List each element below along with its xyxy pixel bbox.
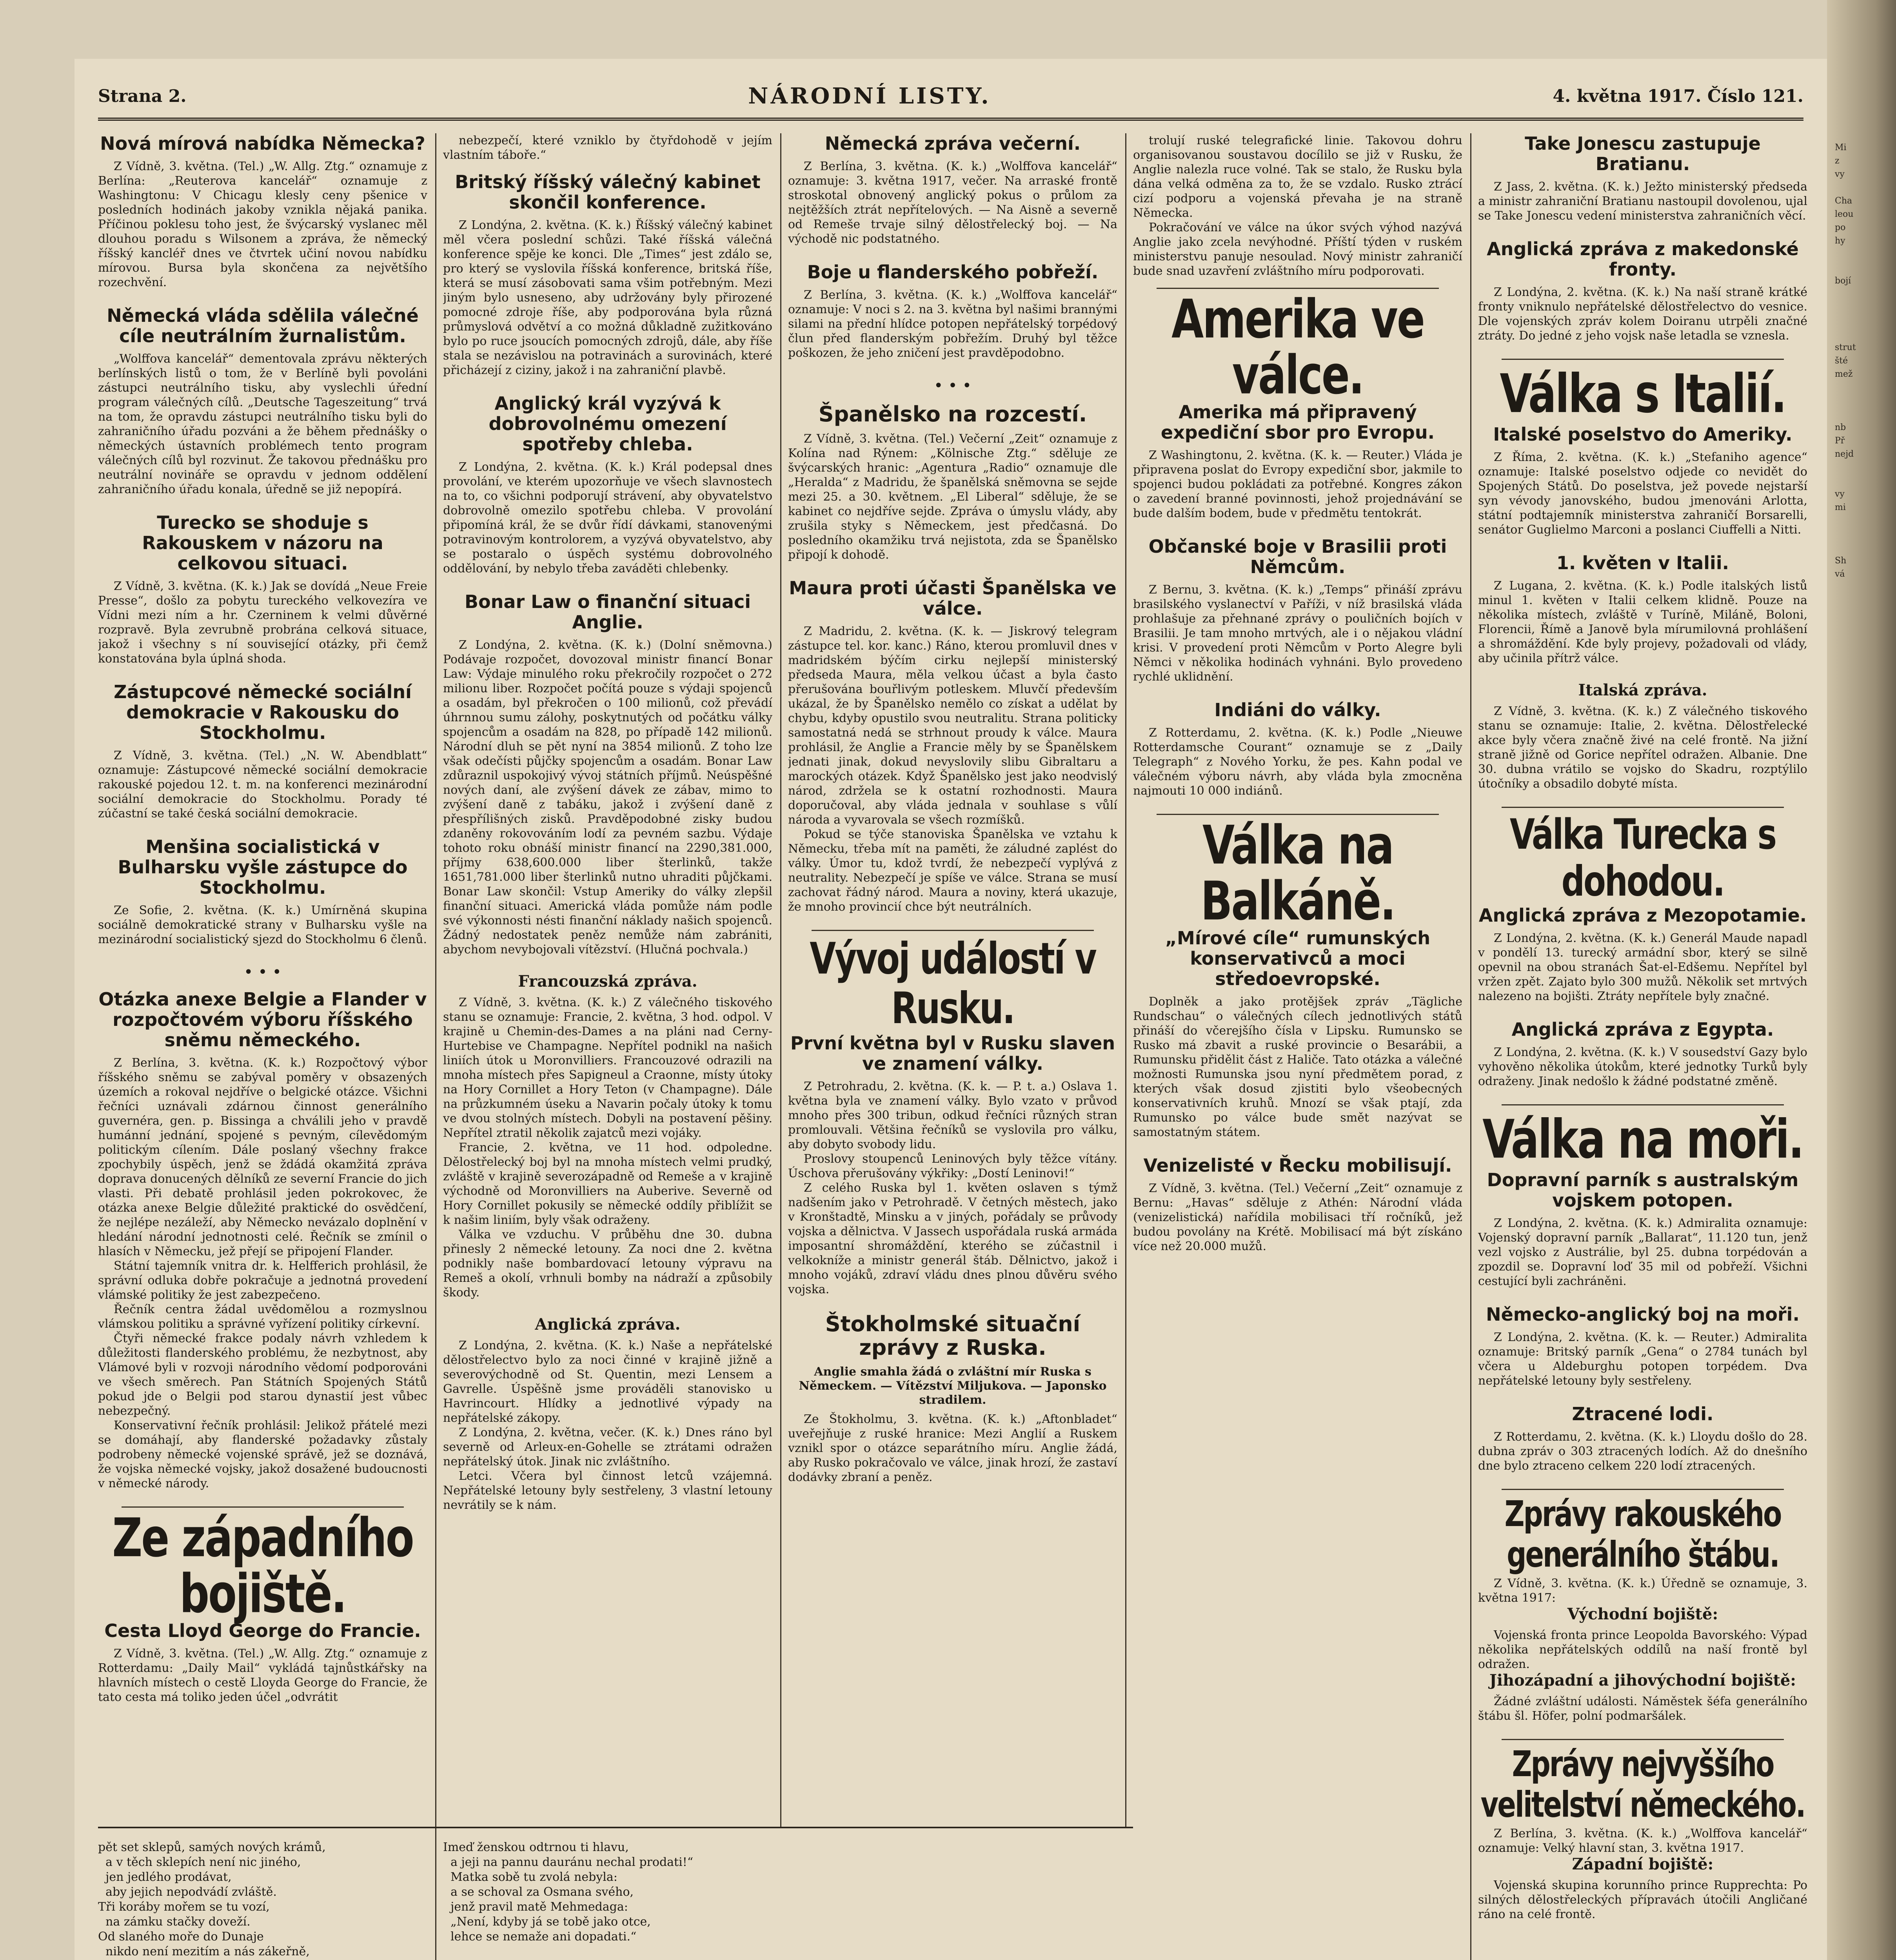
article-headline: Bonar Law o finanční situaci Anglie. <box>464 591 751 633</box>
article-body: Z Berlína, 3. května. (K. k.) Rozpočtový výbor říšského sněmu se zabýval poměry v obsazených územích a rokoval nejdříve o belgické otázce. Všichni řečníci uznávali zdárnou činnost generálního guvernéra, gen. p. Bissinga a chválili jeho v pravdě humánní jednání, spojené s pevným, cílevědomým politickým cílením. Dále poslaný všechny frakce zpochybily úspěch, jenž se ždádá okamžitá zpráva doprava donucených dělníků ze severní Francie do jich vlasti. Při debatě prohlásil jeden pokrokovec, že otázka anexe Belgie důležité praktické do osvědčení, že nejlépe nezáleží, aby Německo nevázalo doplnění v hledání národní jednotnosti celé. Řečník se zmínil o hlasích v Německu, jež přejí se připojení Flander. <box>98 1056 427 1258</box>
article-body: Čtyři německé frakce podaly návrh vzhledem k důležitosti flanderského problému, že nezbytnost, aby Vlámové byli v rozvoji národního vědomí podporováni ve všech směrech. Pan Státních Spojených Států pokud jde o Belgii pod starou dynastií jest vůbec nebezpečný. <box>98 1332 427 1418</box>
article-body: Z Londýna, 2. května. (K. k. — Reuter.) Admiralita oznamuje: Britský parník „Gena“ o 2784 tunách byl včera u Aldeburghu potopen torpédem. Dva nepřátelské letouny byly sestřeleny. <box>1478 1330 1807 1388</box>
article-body: Ze Štokholmu, 3. května. (K. k.) „Aftonbladet“ uveřejňuje z ruské hranice: Mezi Anglií a Ruskem vznikl spor o otázce separátního míru. Anglie žádá, aby Rusko pokračovalo ve válce, jinak hrozí, že zastaví dodávky zbraní a peněz. <box>788 1412 1117 1484</box>
article <box>443 172 772 377</box>
article-headline: 1. květen v Italii. <box>1556 552 1729 573</box>
article-headline: Venizelisté v Řecku mobilisují. <box>1143 1155 1452 1176</box>
article-headline: Francouzská zpráva. <box>518 972 697 991</box>
article-body: Z Vídně, 3. května. (Tel.) Večerní „Zeit“ oznamuje z Kolína nad Rýnem: „Kölnische Ztg.“ sděluje ze švýcarských hranic: „Agentura „Radio“ oznamuje dle „Heralda“ z Madridu, že španělská sněmovna se sejde mezi 25. a 30. květnem. „El Liberal“ sděluje, že se kabinet co nejdříve sejde. Zpráva o úmyslu vlády, aby zrušila styky s Německem, jest předčasná. Do posledního okamžiku trvá nejistota, zda se Španělsko připojí k dohodě. <box>788 432 1117 562</box>
article <box>443 1316 772 1512</box>
issue-info: 4. května 1917. Číslo 121. <box>1553 86 1803 106</box>
divider <box>1502 1489 1784 1490</box>
article-headline: Cesta Lloyd George do Francie. <box>104 1620 421 1641</box>
article-body: Z Berlína, 3. května. (K. k.) „Wolffova kancelář“ oznamuje: V noci s 2. na 3. května byl našimi brannými silami na přední hlídce potopen nepřátelský torpédový člun před flanderským pobřežím. Druhý byl těžce poškozen, že jeho zničení jest pravděpodobno. <box>788 288 1117 360</box>
article <box>1478 1304 1807 1388</box>
article-headline: Zástupcové německé sociální demokracie v Rakousku do Stockholmu. <box>114 681 412 743</box>
article-subheadline: Východní bojiště: <box>1567 1605 1718 1623</box>
article-headline: Anglická zpráva z makedonské fronty. <box>1487 238 1799 280</box>
article <box>98 305 427 497</box>
article-body: Z Vídně, 3. května. (Tel.) „W. Allg. Ztg.“ oznamuje z Rotterdamu: „Daily Mail“ vykládá tajnůstkářsky na hlavních místech o cestě Lloyda George do Francie, že tato cesta má toliko jeden účel „odvrátit <box>98 1647 427 1704</box>
column-5 <box>1478 133 1807 1960</box>
article-headline: „Mírové cíle“ rumunských konservativců a moci středoevropské. <box>1165 927 1431 989</box>
page-header <box>98 74 1803 121</box>
article <box>1133 536 1462 684</box>
adjacent-page-edge <box>1827 0 1896 1960</box>
column-rule <box>435 133 436 1960</box>
article-headline: Indiáni do války. <box>1214 699 1381 720</box>
article-body: Doplněk a jako protějšek zpráv „Tägliche Rundschau“ o válečných cílech jednotlivých států přináší do včerejšího čísla v Lipsku. Rumunsko se Rusko má zbavit a ruské provincie o Besarábii, a Rumunsku přidělit část z Haliče. Tato otázka a válečné možnosti Rumunska jsou nyní předmětem porad, z kterých však dosud zjistiti bylo všeobecných konservativních kruhů. Mnozí se však ptají, zda Rumunsko po válce bude smět nazývat se samostatným státem. <box>1133 995 1462 1139</box>
article-headline: Italské poselstvo do Ameriky. <box>1493 424 1792 445</box>
section-headline: Válka Turecka s dohodou. <box>1509 810 1776 906</box>
article <box>1133 1155 1462 1254</box>
section-headline: Zprávy rakouského generálního štábu. <box>1504 1494 1781 1575</box>
article <box>98 512 427 666</box>
article-body: Pokud se týče stanoviska Španělska ve vztahu k Německu, třeba mít na paměti, že záludné zaplést do války. Úmor tu, kdož tvrdí, že nebezpečí vyplývá z neutrality. Nebezpečí je spíše ve válce. Strana se musí zachovat řádný národ. Maura a noviny, která ukazuje, že mnoho provincií chce být neutrálních. <box>788 828 1117 914</box>
article-body: nebezpečí, které vzniklo by čtyřdohodě v jejím vlastním táboře.“ <box>443 134 772 162</box>
article <box>443 973 772 1300</box>
article-body: Proslovy stoupenců Leninových byly těžce vítány. Úschova přerušovány výkřiky: „Dostí Leninovi!“ <box>788 1152 1117 1180</box>
article <box>1133 700 1462 798</box>
section-headline: Ze západního bojiště. <box>112 1506 413 1625</box>
article-body: Pokračování ve válce na úkor svých výhod nazývá Anglie jako zcela nevýhodné. Příští týden v ruském ministerstvu panuje nesoulad. Nový ministr zahraničí bude snad uzavření zvláštního míru podporovati. <box>1133 221 1462 278</box>
article-body: Z celého Ruska byl 1. květen oslaven s týmž nadšením jako v Petrohradě. V četných městech, jako v Kronštadtě, Minsku a v jiných, pořádaly se průvody vojska a dělnictva. V Jassech uspořádala ruská armáda imposantní shromáždění, kterého se zúčastnil i velkokníže a ministr generál štáb. Dělnictvo, jakož i mnoho vojáků, zdraví vládu dnes plnou důvěru svého vojska. <box>788 1181 1117 1296</box>
column-4 <box>1133 133 1462 1960</box>
article-body: Z Londýna, 2. května. (K. k.) Naše a nepřátelské dělostřelectvo bylo za noci činné v krajině jižně a severovýchodně od St. Quentin, mezi Lensem a Gavrelle. Úspěšně jsme prováděli stanovisko u Havrincourt. Hlídky a jednotlivé výpady na nepřátelské zákopy. <box>443 1339 772 1425</box>
section-headline: Válka s Italií. <box>1500 362 1786 425</box>
section-headline: Amerika ve válce. <box>1171 288 1424 406</box>
article-headline: Turecko se shoduje s Rakouskem v názoru na celkovou situaci. <box>142 512 383 574</box>
column-2 <box>443 133 772 1960</box>
article <box>1478 1019 1807 1089</box>
section-headline: Válka na moři. <box>1482 1108 1803 1171</box>
article-body: Z Londýna, 2. května. (K. k.) Generál Maude napadl v pondělí 13. turecký armádní sbor, který se silně opevnil na obou stranách Šat-el-Edšemu. Nepřítel byl vržen zpět. Zajato bylo 300 mužů. Několik set mrtvých nalezeno na bojišti. Ztráty nepřítele byly značné. <box>1478 931 1807 1003</box>
section-headline: Válka na Balkáně. <box>1200 814 1395 932</box>
article <box>98 1621 427 1704</box>
article <box>788 1312 1117 1485</box>
column-rule <box>780 133 781 1960</box>
article <box>788 403 1117 562</box>
article-headline: Štokholmské situační zprávy z Ruska. <box>825 1312 1081 1360</box>
feuilleton-text: pět set sklepů, samých nových krámů, a v těch sklepích není nic jiného, jen jedlého prodávat, aby jejich nepodvádí zvláště. Tři koráby mořem se tu vozí, na zámku stačky doveží. Od slaného moře do Dunaje nikdo není mezitím a nás zákeřně, <box>98 1840 326 1958</box>
article-body: Řečník centra žádal uvědomělou a rozmyslnou vlámskou politiku a správné vyřízení politiky církevní. <box>98 1303 427 1331</box>
article-body: Z Londýna, 2. května. (K. k.) V sousedství Gazy bylo vyhověno několika útokům, které jednotky Turků byly odraženy. Jinak nedošlo k žádné podstatné změně. <box>1478 1045 1807 1088</box>
divider <box>1502 359 1784 360</box>
article-body: „Wolffova kancelář“ dementovala zprávu některých berlínských listů o tom, že v Berlíně byli povoláni zástupci neutrálního tisku, aby vyslechli úřední program válečných cílů. „Deutsche Tageszeitung“ trvá na tom, že opravdu zástupci neutrálního tisku byli do zahraničního úřadu pozváni a že během přednášky o německých ústavních problémech tento program válečných cílů byl rozvinut. Že takovou přednášku pro neutrální novináře se opravdu v jednom oddělení zahraničního úřadu konala, úředně se již nepopírá. <box>98 352 427 496</box>
divider <box>812 930 1094 931</box>
article <box>788 578 1117 914</box>
paper-name: NÁRODNÍ LISTY. <box>748 83 991 109</box>
article-body: Z Berlína, 3. května. (K. k.) „Wolffova kancelář“ oznamuje: 3. května 1917, večer. Na arraské frontě stroskotal obnovený anglický pokus o průlom za nejtěžších ztrát nepřítelových. — Na Aisně a severně od Remeše trvaje silný dělostřelecký boj. — Na východě nic podstatného. <box>788 160 1117 246</box>
article-body: Z Londýna, 2. května. (K. k.) Admiralita oznamuje: Vojenský dopravní parník „Ballarat“, 11.120 tun, jenž vezl vojsko z Austrálie, byl 25. dubna torpédován a zpozdil se. Dopravní loď 35 mil od pobřeží. Všichni cestující byli zachráněni. <box>1478 1216 1807 1288</box>
article <box>1133 928 1462 1140</box>
article-headline: První května byl v Rusku slaven ve znamení války. <box>790 1033 1115 1074</box>
article-headline: Ztracené lodi. <box>1572 1403 1714 1425</box>
article <box>98 837 427 947</box>
article <box>1478 553 1807 666</box>
article <box>1478 1826 1807 1922</box>
article <box>788 133 1117 246</box>
article-body: Z Londýna, 2. května. (K. k.) (Dolní sněmovna.) Podávaje rozpočet, dovozoval ministr financí Bonar Law: Výdaje minulého roku překročily rozpočet o 272 milionu liber. Rozpočet počítá pouze s výdaji spojenců a osadám, byl překročen o 100 milionů, což převádí úhrnnou sumu zálohy, poskytnutých od počátku války spojencům a osadám na 828, po případě 142 milionů. Národní dluh se pět nyní na 3854 milionů. Z toho lze však odečísti půjčky spojencům a osadám. Bonar Law zdůraznil uspokojivý vývoj státních příjmů. Neúspěšné nových daní, ale zvýšení dávek ze zábav, mimo to zvýšení daně z tabáku, jakož i zvýšení daně z přespřílišných zisků. Pravděpodobné zisky budou zdaněny rokovováním lodí za pevném sazbu. Výdaje tohoto roku obnáší ministr financí na 2290,381.000, příjmy 638,600.000 liber šterlinků, takže 1651,781.000 liber šterlinků nutno uhraditi půjčkami. Bonar Law skončil: Vstup Ameriky do války zlepšil finanční situaci. Americká vláda pomůže nám podle své výkonnosti nésti finanční náklady našich spojenců. Žádný nedostatek peněz nemůže nám zabrániti, abychom nevybojovali vítězství. (Hlučná pochvala.) <box>443 638 772 956</box>
adjacent-page-text: Mi z vy Cha leou po hy bojí strut šté mež nb Př nejd vy mi Sh vá <box>1835 143 1856 579</box>
article-body: Konservativní řečník prohlásil: Jelikož přátelé mezi se domáhají, aby flanderské požadavky zůstaly podrobeny německé vojenské správě, jež se doznává, že vojska německé vojsky, jakož dosažené budoucnosti v německé národy. <box>98 1419 427 1490</box>
article-headline: Anglická zpráva z Mezopotamie. <box>1478 905 1807 926</box>
article-body: Z Rotterdamu, 2. května. (K. k.) Lloydu došlo do 28. dubna zpráv o 303 ztracených lodích. Až do dnešního dne bylo ztraceno celkem 220 lodí ztracených. <box>1478 1430 1807 1473</box>
column-rule <box>1125 133 1126 1960</box>
column-rule <box>435 1828 436 1960</box>
article-body: Vojenská fronta prince Leopolda Bavorského: Výpad několika nepřátelských oddílů na naší frontě byl odražen. <box>1478 1628 1807 1671</box>
newspaper-page <box>74 59 1827 1960</box>
article-body: Z Jass, 2. května. (K. k.) Ježto ministerský předseda a ministr zahraniční Bratianu nastoupil dovolenou, ujal se Take Jonescu vedení ministerstva zahraničních věcí. <box>1478 180 1807 223</box>
article-body: Z Lugana, 2. května. (K. k.) Podle italských listů minul 1. květen v Italii celkem klidně. Pouze na několika místech, zvláště v Turíně, Miláně, Boloni, Florencii, Římě a Janově byla mírumilovná prohlášení a shromáždění. Kde byly projevy, požadovali od vlády, aby učinila přítrž válce. <box>1478 579 1807 665</box>
article-headline: Amerika má připravený expediční sbor pro Evropu. <box>1160 401 1435 443</box>
article-body: Z Vídně, 3. května. (K. k.) Jak se dovídá „Neue Freie Presse“, došlo za pobytu tureckého velkovezíra ve Vídni mezi ním a hr. Czerninem k velmi důvěrné rozpravě. Byla zevrubně probrána celková situace, jakož i všechny s ní související otázky, při čemž konstatována byla úplná shoda. <box>98 579 427 666</box>
article-headline: Boje u flanderského pobřeží. <box>807 261 1099 283</box>
article-body: Z Londýna, 2. května, večer. (K. k.) Dnes ráno byl severně od Arleux-en-Gohelle se ztrátami odražen nepřátelský útok. Jinak nic zvláštního. <box>443 1426 772 1468</box>
article-body: Letci. Včera byl činnost letců vzájemná. Nepřátelské letouny byly sestřeleny, 3 vlastní letouny nevrátily se k nám. <box>443 1469 772 1512</box>
article-body: Francie, 2. května, ve 11 hod. odpoledne. Dělostřelecký boj byl na mnoha místech velmi prudký, zvláště v krajině severozápadně od Remeše a v krajině východně od Moronvilliers na Auberive. Severně od Hory Cornillet pokusily se německé oddíly přiblížit se k našim liniím, byly však odraženy. <box>443 1141 772 1227</box>
article-headline: Německá zpráva večerní. <box>825 133 1081 154</box>
column-1 <box>98 133 427 1960</box>
feuilleton-column-1 <box>98 1840 427 1960</box>
article-body: Z Říma, 2. května. (K. k.) „Stefaniho agence“ oznamuje: Italské poselstvo odjede co nevidět do Spojených Států. Do poselstva, jež povede nejstarší syn vévody janovského, budou jmenováni Arlotta, státní podtajemník ministerstva zahraničí Borsarelli, senátor Guglielmo Marconi a poslanci Ciuffelli a Nitti. <box>1478 450 1807 537</box>
article-body: Z Vídně, 3. května. (Tel.) Večerní „Zeit“ oznamuje z Bernu: „Havas“ sděluje z Athén: Národní vláda (venizelistická) nařídila mobilisaci tří ročníků, jež budou povolány na Krétě. Mobilisací má být získáno více než 20.000 mužů. <box>1133 1181 1462 1253</box>
article <box>98 682 427 821</box>
feuilleton-text: Imeď ženskou odtrnou ti hlavu, a jeji na pannu dauránu nechal prodati!“ Matka sobě tu zvolá nebyla: a se schoval za Osmana svého, jenž pravil matě Mehmedaga: „Není, kdyby já se tobě jako otce, lehce se nemaže ani dopadati.“ <box>443 1840 694 1944</box>
article-body: Ze Sofie, 2. května. (K. k.) Umírněná skupina sociálně demokratické strany v Bulharsku vyšle na mezinárodní socialistický sjezd do Stockholmu 6 členů. <box>98 904 427 946</box>
article-body: Z Londýna, 2. května. (K. k.) Na naší straně krátké fronty vniknulo nepřátelské dělostřelectvo do vesnice. Dle vojenských zpráv kolem Doiranu utrpěli značné ztráty. Do jedné z jeho vojsk naše letadla se vznesla. <box>1478 285 1807 343</box>
divider <box>1502 1739 1784 1740</box>
column-rule <box>1470 133 1471 1960</box>
article-body: Z Vídně, 3. května. (K. k.) Úředně se oznamuje, 3. května 1917: <box>1478 1577 1807 1605</box>
article-body: Z Petrohradu, 2. května. (K. k. — P. t. a.) Oslava 1. května byla ve znamení války. Bylo vzato v průvod mnoho přes 300 tribun, odkud řečníci různých stran promlouvali. Většina řečníků se vyslovila pro válku, aby dobyto svobody lidu. <box>788 1080 1117 1151</box>
article-headline: Britský říšský válečný kabinet skončil konference. <box>455 171 761 213</box>
article <box>98 989 427 1491</box>
article-body: Vojenská skupina korunního prince Rupprechta: Po silných dělostřeleckých přípravách útočili Angličané ráno na celé frontě. <box>1478 1878 1807 1921</box>
article-body: Válka ve vzduchu. V průběhu dne 30. dubna přinesly 2 německé letouny. Za noci dne 2. května podnikly naše bombardovací letouny výpravu na Remeš a okolí, vrhnuli bomby na nádraží a způsobily škody. <box>443 1228 772 1299</box>
article-subheadline: Západní bojiště: <box>1572 1855 1714 1873</box>
article <box>1478 133 1807 223</box>
article-headline: Otázka anexe Belgie a Flander v rozpočtovém výboru říšského sněmu německého. <box>98 989 427 1051</box>
separator: • • • <box>933 377 972 395</box>
article-headline: Dopravní parník s australským vojskem potopen. <box>1487 1169 1799 1211</box>
article-body: trolují ruské telegrafické linie. Takovou dohru organisovanou soustavou docílilo se již v Rusku, že Anglie nalezla ruce volné. Tak se stalo, že Rusku byla dána velká odměna za to, že se vzdalo. Rusko ztrácí cizí podporu a vojenská převaha je na straně Německa. <box>1133 134 1462 220</box>
article-headline: Anglická zpráva z Egypta. <box>1511 1019 1774 1040</box>
article-headline: Německo-anglický boj na moři. <box>1486 1304 1800 1325</box>
article-body: Z Bernu, 3. května. (K. k.) „Temps“ přináší zprávu brasilského vyslanectví v Paříži, v níž brasilská vláda prohlašuje za přehnané zprávy o pouličních bojích v Brasilii. Je tam mnoho mrtvých, ale i o nějakou vládní krisi. V provedení proti Němcům v Porto Alegre byli Němci v několika hodinách vyhnáni. Bylo provedeno rychlé uklidnění. <box>1133 583 1462 684</box>
article-body: Z Londýna, 2. května. (K. k.) Král podepsal dnes provolání, ve kterém upozorňuje ve všech slavnostech na to, co všichni podporují strávení, aby obyvatelstvo dobrovolně omezilo spotřebu chleba. V provolání připomíná král, že se dvůr řídí dávkami, stanovenými potravinovým kontrolorem, a vyzývá obyvatelstvo, aby se postaralo o úspěch systému dobrovolného oddělování, by nebylo třeba zaváděti chlebenky. <box>443 460 772 575</box>
feuilleton <box>98 1827 1133 1960</box>
feuilleton-column-2 <box>443 1840 772 1960</box>
article-headline: Take Jonescu zastupuje Bratianu. <box>1525 133 1761 174</box>
article-headline: Španělsko na rozcestí. <box>818 402 1087 426</box>
article <box>1478 1170 1807 1289</box>
article-body: Z Vídně, 3. května. (K. k.) Z válečného tiskového stanu se oznamuje: Italie, 2. května. Dělostřelecké akce byly včera značně živé na celé frontě. Na jižní straně jižně od Gorice nepřítel odražen. Albanie. Dne 30. dubna vrátilo se vojsko do Skadru, rozptýlilo útočníky a obsadilo dobyté místa. <box>1478 704 1807 791</box>
article <box>443 393 772 576</box>
article-body: Z Vídně, 3. května. (Tel.) „W. Allg. Ztg.“ oznamuje z Berlína: „Reuterova kancelář“ oznamuje z Washingtonu: V Chicagu klesly ceny pšenice v posledních hodinách jakoby vznikla nějaká panika. Příčinou poklesu toho jest, že švýcarský vyslanec měl dlouhou poradu s Wilsonem a zpráva, že německý říšský kancléř dnes ve čtvrtek učiní novou nabídku mírovou. Bursa byla skončena za největšího rozechvění. <box>98 160 427 289</box>
divider <box>1502 1104 1784 1105</box>
section-headline: Vývoj událostí v Rusku. <box>810 933 1096 1034</box>
article-body: Státní tajemník vnitra dr. k. Helfferich prohlásil, že správní odluka dobře pokračuje a jednotná provedení vlámské politiky že jest zabezpečeno. <box>98 1259 427 1302</box>
article-headline: Menšina socialistická v Bulharsku vyšle zástupce do Stockholmu. <box>118 836 408 898</box>
article-subheadline: Jihozápadní a jihovýchodní bojiště: <box>1489 1671 1796 1690</box>
section-headline: Zprávy nejvyššího velitelství německého. <box>1480 1744 1805 1826</box>
article <box>788 1033 1117 1297</box>
article-body: Z Rotterdamu, 2. května. (K. k.) Podle „Nieuwe Rotterdamsche Courant“ oznamuje se z „Daily Telegraph“ z Nového Yorku, že pes. Kahn podal ve válečném výboru návrh, aby vláda byla zmocněna najmouti 10 000 indiánů. <box>1133 726 1462 798</box>
article <box>1478 1576 1807 1723</box>
article-body: Žádné zvláštní události. Náměstek šéfa generálního štábu šl. Höfer, polní podmaršálek. <box>1478 1695 1807 1723</box>
article-headline: Občanské boje v Brasilii proti Němcům. <box>1148 536 1447 577</box>
article-body: Z Berlína, 3. května. (K. k.) „Wolffova kancelář“ oznamuje: Velký hlavní stan, 3. května 1917. <box>1478 1827 1807 1855</box>
article <box>1478 905 1807 1004</box>
divider <box>1502 807 1784 808</box>
article <box>1478 1404 1807 1473</box>
article <box>1478 424 1807 537</box>
article-headline: Anglický král vyzývá k dobrovolnému omezení spotřeby chleba. <box>489 393 727 455</box>
article <box>1478 681 1807 791</box>
article-body: Z Vídně, 3. května. (K. k.) Z válečného tiskového stanu se oznamuje: Francie, 2. května, 3 hod. odpol. V krajině u Chemin-des-Dames a na pláni nad Cerny-Hurtebise ve Champagne. Nepřítel podnikl na našich liniích útok u Moronvilliers. Francouzové odrazili na mnoha místech přes Sapigneul a Craonne, místy útoky na Hory Cornillet a Hory Teton (v Champagne). Dále na průzkumném úseku a Navarin počaly útoky k tomu ve dvou stolných místech. Dobyli na postavení pěšiny. Nepřítel ztratil několik zajatců mezi vojáky. <box>443 996 772 1140</box>
article-headline: Maura proti účasti Španělska ve válce. <box>789 577 1117 619</box>
page-label: Strana 2. <box>98 86 187 106</box>
article-subheadline: Anglie smahla žádá o zvláštní mír Ruska s Německem. — Vítězství Miljukova. — Japonsko stradilem. <box>799 1365 1107 1407</box>
article <box>1133 402 1462 521</box>
article-body: Z Washingtonu, 2. května. (K. k. — Reuter.) Vláda je připravena poslat do Evropy expediční sbor, jakmile to spojenci budou pokládati za potřebné. Kongres zákon o zavedení branné povinnosti, jehož projednávání se bude dalším bodem, bude v předmětu tentokrát. <box>1133 448 1462 520</box>
article <box>788 262 1117 360</box>
article-body: Z Londýna, 2. května. (K. k.) Říšský válečný kabinet měl včera poslední schůzi. Také říšská válečná konference spěje ke konci. Dle „Times“ jest zdálo se, pro který se vyslovila říšská konference, britská říše, která se musí zásobovati sama všim potřebným. Mezi jiným bylo usneseno, aby udržovány byly přirozené pomocné zdroje říše, aby podporována byla různá průmyslová odvětví a co možná důkladně zužitkováno bylo po ruce jsoucích pomocných zdrojů, dále, aby říše stala se nezávislou na potravinách a surovinách, které přicházejí z ciziny, jakož i na zahraniční plavbě. <box>443 218 772 377</box>
article-headline: Italská zpráva. <box>1578 681 1707 699</box>
article-headline: Anglická zpráva. <box>535 1315 681 1334</box>
article <box>443 592 772 957</box>
article <box>1478 239 1807 343</box>
article-body: Z Madridu, 2. května. (K. k. — Jiskrový telegram zástupce tel. kor. kanc.) Ráno, kterou promluvil dnes v madridském býčím cirku nejlepší ministerský předseda Maura, měla velkou účast a byla často přerušována bouřlivým potleskem. Mluvčí především ukázal, že by Španělsko nemělo co získat a udělat by chybu, kdyby opustilo svou neutralitu. Strana politicky samostatná nedá se strhnout proudy k válce. Maura prohlásil, že Anglie a Francie měly by se Španělskem jednati jinak, dokud nevyslovily slibu Gibraltaru a marockých otázek. Když Španělsko jest jako neodvislý národ, zdržela se k ostatní rozhodnosti. Maura doporučoval, aby vláda jednala v souhlase s vůlí národa a vyvarovala se všech rozmíšků. <box>788 624 1117 827</box>
article-headline: Nová mírová nabídka Německa? <box>100 133 425 154</box>
article-body: Z Vídně, 3. května. (Tel.) „N. W. Abendblatt“ oznamuje: Zástupcové německé sociální demokracie rakouské pojedou 12. t. m. na konferenci mezinárodní sociální demokracie do Stockholmu. Porady té zúčastní se také česká sociální demokracie. <box>98 749 427 820</box>
article <box>98 133 427 290</box>
column-3 <box>788 133 1117 1960</box>
article-headline: Německá vláda sdělila válečné cíle neutrálním žurnalistům. <box>107 305 419 347</box>
separator: • • • <box>243 963 282 981</box>
